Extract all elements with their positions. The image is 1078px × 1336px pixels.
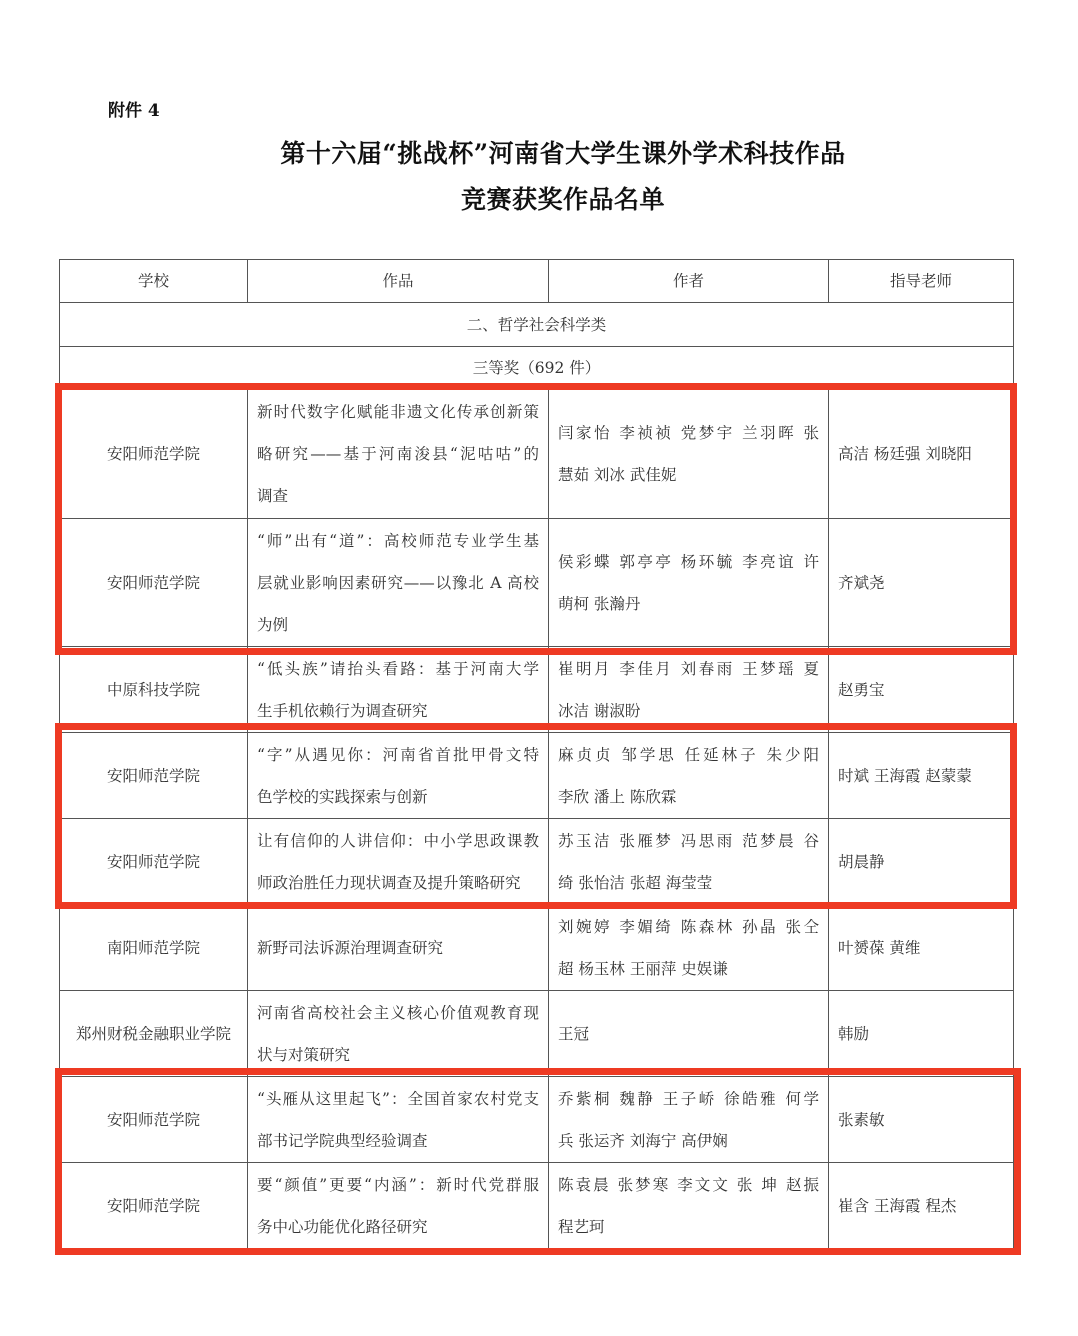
table-row [60,819,1014,905]
school-cell: 安阳师范学院 [60,819,248,905]
page-title-line-1: 第十六届“挑战杯”河南省大学生课外学术科技作品 [280,139,846,168]
work-title-line: 师政治胜任力现状调查及提升策略研究 [257,873,521,892]
advisor-cell: 齐斌尧 [829,519,1014,647]
authors-cell [549,1163,829,1249]
work-title-line: 调查 [257,487,289,505]
advisor-cell: 时斌 王海霞 赵蒙蒙 [829,733,1014,819]
category-row [60,303,1014,347]
advisor-cell: 高洁 杨廷强 刘晓阳 [829,390,1014,519]
table-row [60,1077,1014,1163]
table-row [60,390,1014,519]
work-cell [248,819,549,905]
header-authors: 作者 [549,260,829,303]
authors-cell [549,819,829,905]
authors-line: 乔紫桐 魏静 王子峤 徐皓雅 何学 [558,1089,819,1108]
work-cell [248,647,549,733]
category-label: 二、哲学社会科学类 [60,303,1014,347]
table-row [60,647,1014,733]
work-title-line: “低头族”请抬头看路：基于河南大学 [257,659,539,678]
authors-line: 冰洁 谢淑盼 [558,701,641,720]
school-cell: 安阳师范学院 [60,390,248,519]
school-cell: 郑州财税金融职业学院 [60,991,248,1077]
work-title-line: 为例 [257,615,289,634]
table-header-row [60,260,1014,303]
header-advisor: 指导老师 [829,260,1014,303]
work-cell [248,1163,549,1249]
authors-line: 程艺珂 [558,1217,605,1236]
authors-line: 王冠 [558,1024,590,1043]
awards-table [59,259,1014,1249]
advisor-cell: 韩励 [829,991,1014,1077]
authors-line: 苏玉洁 张雁梦 冯思雨 范梦晨 谷 [558,831,819,850]
work-cell [248,733,549,819]
work-cell [248,390,549,519]
authors-line: 绮 张怡洁 张超 海莹莹 [558,873,713,892]
school-cell: 安阳师范学院 [60,733,248,819]
table-row [60,991,1014,1077]
school-cell: 安阳师范学院 [60,1077,248,1163]
authors-line: 陈袁晨 张梦寒 李文文 张 坤 赵振 [558,1175,819,1194]
authors-line: 兵 张运齐 刘海宁 高伊娴 [558,1131,728,1150]
work-title-line: 新时代数字化赋能非遗文化传承创新策 [257,403,539,421]
work-cell [248,1077,549,1163]
work-title-line: 河南省高校社会主义核心价值观教育现 [257,1003,539,1022]
table-row [60,733,1014,819]
work-title-line: 生手机依赖行为调查研究 [257,701,428,720]
work-title-line: “师”出有“道”：高校师范专业学生基 [257,531,539,550]
authors-line: 侯彩蝶 郭亭亭 杨环毓 李亮谊 许 [558,552,819,571]
work-title-line: 部书记学院典型经验调查 [257,1131,428,1150]
advisor-cell: 崔含 王海霞 程杰 [829,1163,1014,1249]
advisor-cell: 叶赟葆 黄维 [829,905,1014,991]
authors-cell [549,1077,829,1163]
work-title-line: 让有信仰的人讲信仰：中小学思政课教 [257,831,539,850]
school-cell: 安阳师范学院 [60,1163,248,1249]
work-title-line: 层就业影响因素研究——以豫北 A 高校 [257,573,539,592]
authors-line: 崔明月 李佳月 刘春雨 王梦瑶 夏 [558,659,819,678]
work-title-line: 新野司法诉源治理调查研究 [257,938,444,957]
header-school: 学校 [60,260,248,303]
authors-cell [549,647,829,733]
advisor-cell: 张素敏 [829,1077,1014,1163]
authors-line: 超 杨玉林 王丽萍 史娱谦 [558,959,728,978]
authors-cell [549,390,829,519]
advisor-cell: 赵勇宝 [829,647,1014,733]
authors-line: 刘婉婷 李媚绮 陈森林 孙晶 张仝 [558,917,819,936]
school-cell: 安阳师范学院 [60,519,248,647]
work-title-line: “头雁从这里起飞”：全国首家农村党支 [257,1089,539,1108]
award-level-label: 三等奖（692 件） [60,347,1014,390]
table-row [60,905,1014,991]
work-title-line: “字”从遇见你：河南省首批甲骨文特 [257,745,539,764]
work-title-line: 状与对策研究 [257,1045,351,1064]
attachment-label: 附件 4 [108,101,160,121]
table-row [60,1163,1014,1249]
authors-line: 萌柯 张瀚丹 [558,594,641,613]
authors-line: 慧茹 刘冰 武佳妮 [558,466,677,484]
page-title-line-2: 竞赛获奖作品名单 [460,185,665,214]
authors-cell [549,991,829,1077]
work-cell [248,519,549,647]
school-cell: 南阳师范学院 [60,905,248,991]
work-title-line: 务中心功能优化路径研究 [257,1217,428,1236]
work-title-line: 略研究——基于河南浚县“泥咕咕”的 [257,445,539,463]
table-row [60,519,1014,647]
authors-line: 麻贞贞 邹学思 任延林子 朱少阳 [558,745,819,764]
school-cell: 中原科技学院 [60,647,248,733]
advisor-cell: 胡晨静 [829,819,1014,905]
authors-cell [549,905,829,991]
award-level-row [60,347,1014,390]
work-title-line: 色学校的实践探索与创新 [257,787,428,806]
work-cell [248,905,549,991]
work-cell [248,991,549,1077]
work-title-line: 要“颜值”更要“内涵”：新时代党群服 [257,1175,539,1194]
header-work: 作品 [248,260,549,303]
authors-cell [549,733,829,819]
authors-cell [549,519,829,647]
authors-line: 李欣 潘上 陈欣霖 [558,787,677,806]
authors-line: 闫家怡 李祯祯 党梦宇 兰羽晖 张 [558,424,819,442]
